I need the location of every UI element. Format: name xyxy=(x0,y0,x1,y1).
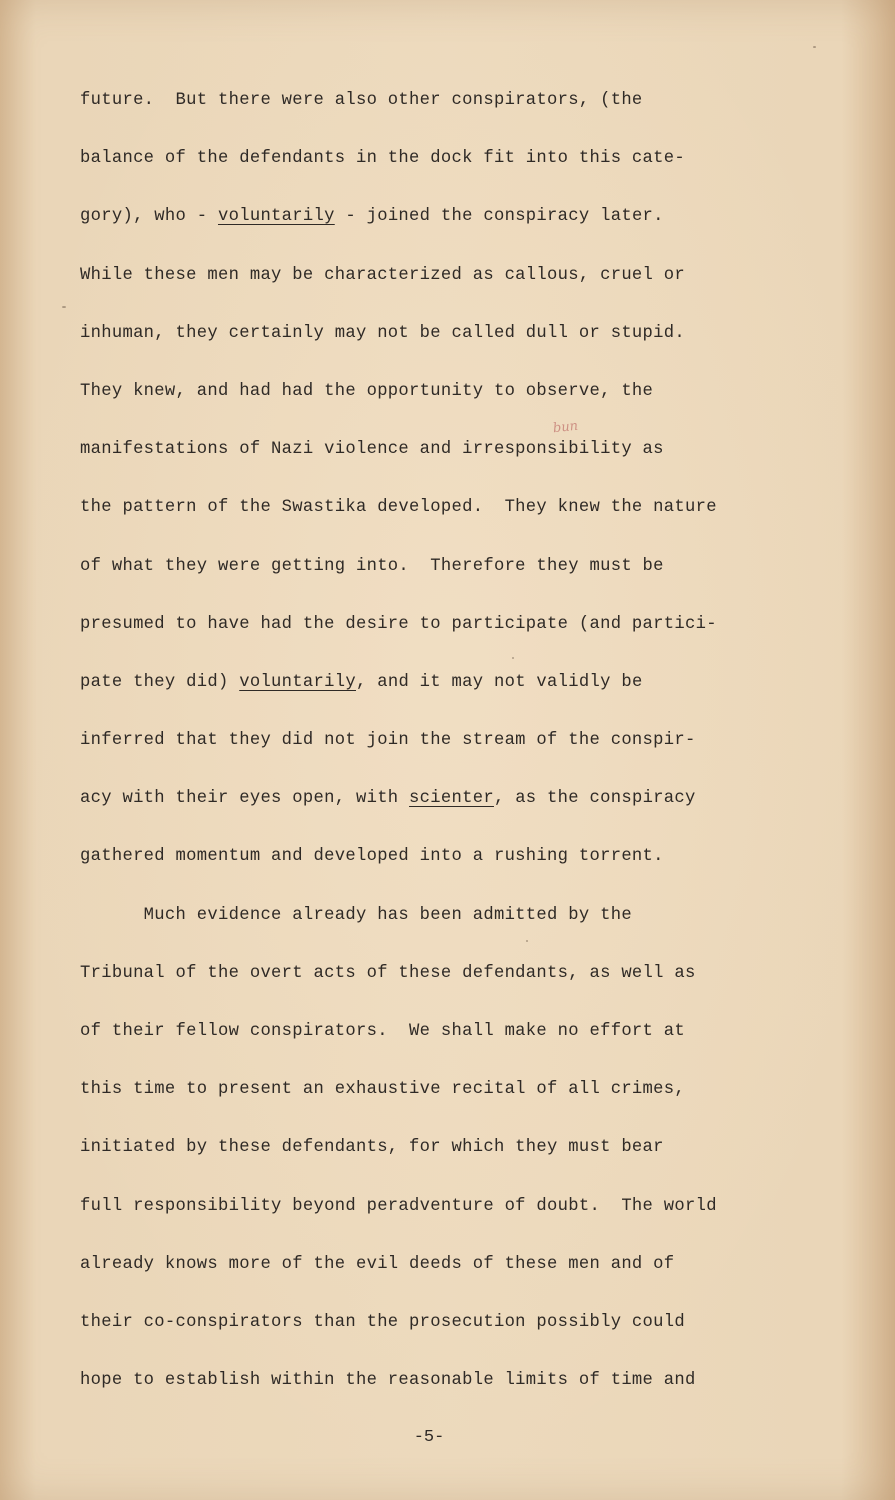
text-segment: full responsibility beyond peradventure of doubt. The world xyxy=(80,1196,717,1216)
underlined-text: voluntarily xyxy=(239,672,356,692)
text-segment: - joined the conspiracy later. xyxy=(334,207,664,227)
text-line xyxy=(80,1190,800,1248)
paper-speck xyxy=(62,306,66,308)
text-line xyxy=(80,957,800,1015)
text-line xyxy=(80,550,800,608)
text-line xyxy=(80,1248,800,1306)
underlined-text: scienter xyxy=(409,789,494,809)
text-segment: Tribunal of the overt acts of these defendants, as well as xyxy=(80,963,696,983)
text-segment: initiated by these defendants, for which they must bear xyxy=(80,1138,664,1158)
text-segment: inferred that they did not join the stream of the conspir- xyxy=(80,731,696,751)
text-segment: pate they did) xyxy=(80,672,240,692)
text-line xyxy=(80,608,800,666)
text-segment: gory), who - xyxy=(80,207,218,227)
text-line xyxy=(80,491,800,549)
text-line xyxy=(80,782,800,840)
text-segment: acy with their eyes open, with xyxy=(80,789,410,809)
text-line xyxy=(80,899,800,957)
document-body xyxy=(80,84,800,1422)
text-line xyxy=(80,1015,800,1073)
page-number: -5- xyxy=(413,1428,445,1447)
text-segment: manifestations of Nazi violence and irresponsibility as xyxy=(80,440,664,460)
text-segment: Much evidence already has been admitted by the xyxy=(80,905,632,925)
text-segment: presumed to have had the desire to participate (and partici- xyxy=(80,614,717,634)
text-segment: They knew, and had had the opportunity to observe, the xyxy=(80,381,654,401)
text-segment: , as the conspiracy xyxy=(493,789,696,809)
text-line xyxy=(80,1073,800,1131)
text-segment: of their fellow conspirators. We shall make no effort at xyxy=(80,1022,686,1041)
text-line xyxy=(80,840,800,898)
text-line xyxy=(80,724,800,782)
text-segment: balance of the defendants in the dock fit into this cate- xyxy=(80,149,686,169)
text-line xyxy=(80,1131,800,1189)
text-line xyxy=(80,1306,800,1364)
text-segment: gathered momentum and developed into a rushing torrent. xyxy=(80,847,664,867)
text-line xyxy=(80,666,800,724)
paper-speck xyxy=(813,46,816,48)
text-segment: already knows more of the evil deeds of these men and of xyxy=(80,1254,675,1274)
text-segment: While these men may be characterized as callous, cruel or xyxy=(80,265,686,285)
text-line xyxy=(80,142,800,200)
text-line xyxy=(80,1364,800,1422)
text-segment: , and it may not validly be xyxy=(355,672,643,692)
text-line xyxy=(80,317,800,375)
text-line xyxy=(80,200,800,258)
text-line xyxy=(80,433,800,491)
handwritten-annotation: bun xyxy=(552,418,579,437)
paper-speck xyxy=(512,657,514,659)
text-segment: hope to establish within the reasonable limits of time and xyxy=(80,1371,696,1391)
text-line xyxy=(80,259,800,317)
paper-speck xyxy=(526,940,528,942)
text-segment: future. But there were also other conspirators, (the xyxy=(80,91,643,110)
text-segment: of what they were getting into. Therefore they must be xyxy=(80,556,664,576)
text-segment: this time to present an exhaustive recital of all crimes, xyxy=(80,1080,686,1100)
text-segment: the pattern of the Swastika developed. They knew the nature xyxy=(80,498,717,518)
text-segment: inhuman, they certainly may not be called dull or stupid. xyxy=(80,323,686,343)
underlined-text: voluntarily xyxy=(217,207,335,227)
text-line xyxy=(80,375,800,433)
text-segment: their co-conspirators than the prosecution possibly could xyxy=(80,1312,686,1332)
text-line xyxy=(80,84,800,142)
